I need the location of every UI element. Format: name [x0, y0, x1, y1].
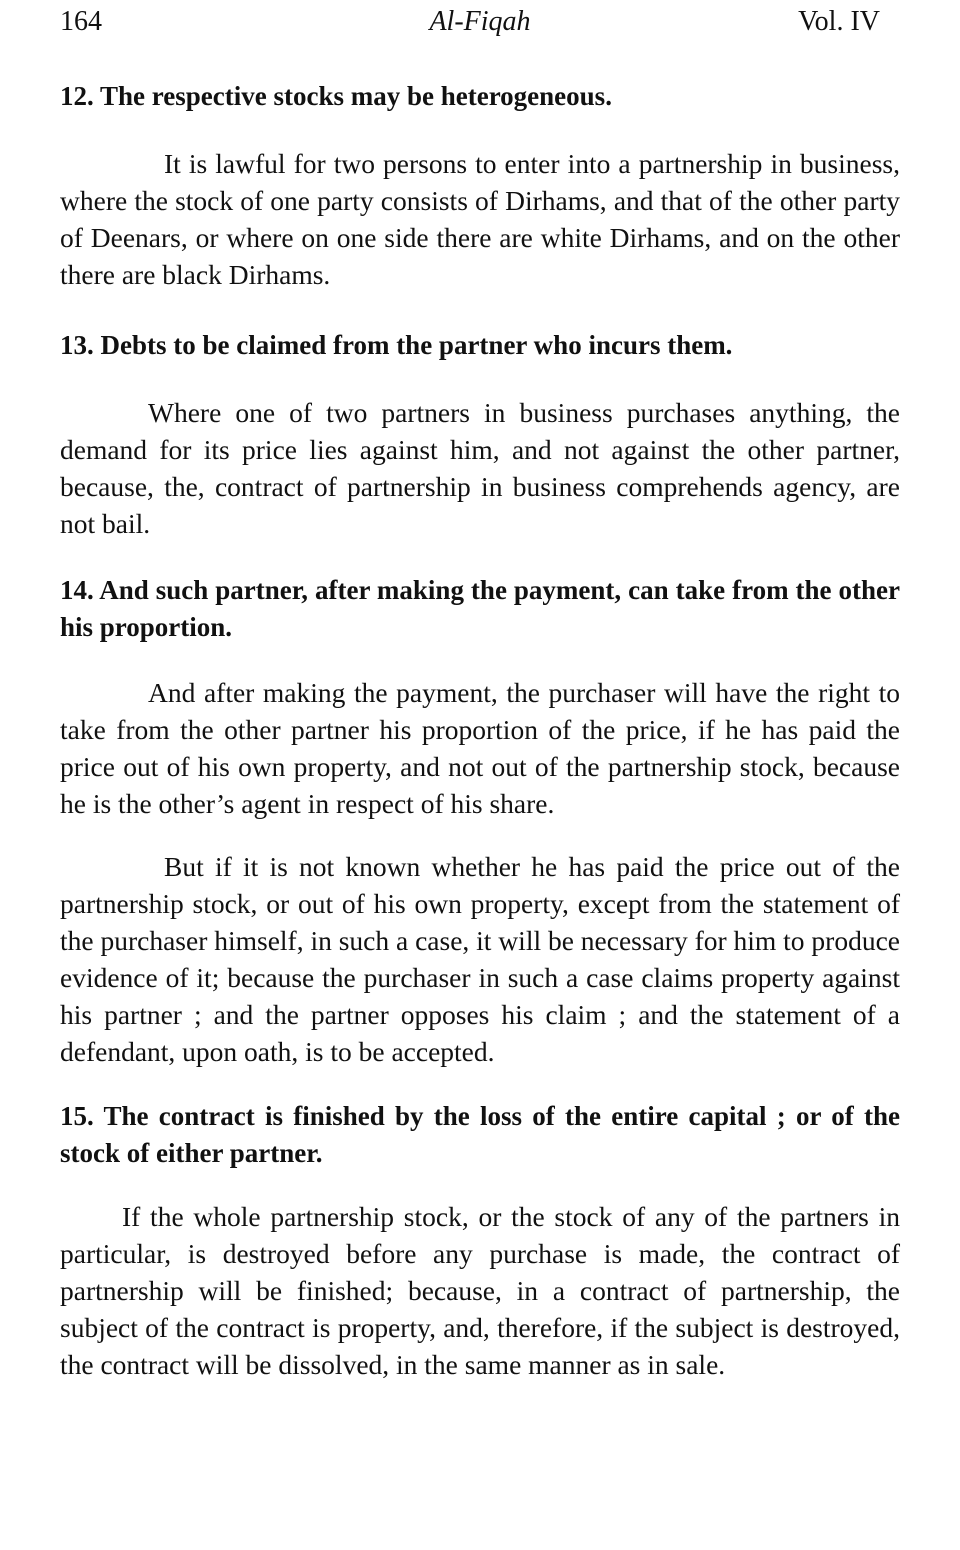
book-page	[60, 0, 900, 1383]
section-14-paragraph-2: But if it is not known whether he has paid the price out of the partnership stock, or out of his own property, except from the statement of the purchaser himself, in such a case, it will be necessary for him to produce evidence of it; because the purchaser in such a case claims property against his partner ; and the partner opposes his claim ; and the statement of a defendant, upon oath, is to be accepted.	[60, 851, 900, 1067]
section-15-paragraph: If the whole partnership stock, or the stock of any of the partners in particular, is destroyed before any purchase is made, the contract of partnership will be finished; because, in a contract of partnership, the subject of the contract is property, and, therefore, if the subject is destroyed, the contract will be dissolved, in the same manner as in sale.	[60, 1201, 900, 1380]
section-heading-13: 13. Debts to be claimed from the partner who incurs them.	[60, 330, 733, 360]
running-head	[60, 0, 900, 40]
page-number: 164	[60, 6, 102, 37]
section-13-paragraph: Where one of two partners in business purchases anything, the demand for its price lies against him, and not against the other partner, because, the, contract of partnership in business comprehends agency, are not bail.	[60, 397, 900, 539]
section-12-paragraph: It is lawful for two persons to enter into a partnership in business, where the stock of one party consists of Dirhams, and that of the other party of Deenars, or where on one side there are white Dirhams, and on the other there are black Dirhams.	[60, 148, 900, 290]
book-title: Al-Fiqah	[429, 6, 531, 37]
section-heading-12: 12. The respective stocks may be heterogeneous.	[60, 81, 612, 111]
volume-label: Vol. IV	[798, 6, 880, 37]
section-heading-14: 14. And such partner, after making the payment, can take from the other his proportion.	[60, 575, 900, 642]
section-14-paragraph-1: And after making the payment, the purchaser will have the right to take from the other partner his proportion of the price, if he has paid the price out of his own property, and not out of the partnership stock, because he is the other’s agent in respect of his share.	[60, 677, 900, 819]
section-heading-15: 15. The contract is finished by the loss of the entire capital ; or of the stock of either partner.	[60, 1101, 900, 1168]
